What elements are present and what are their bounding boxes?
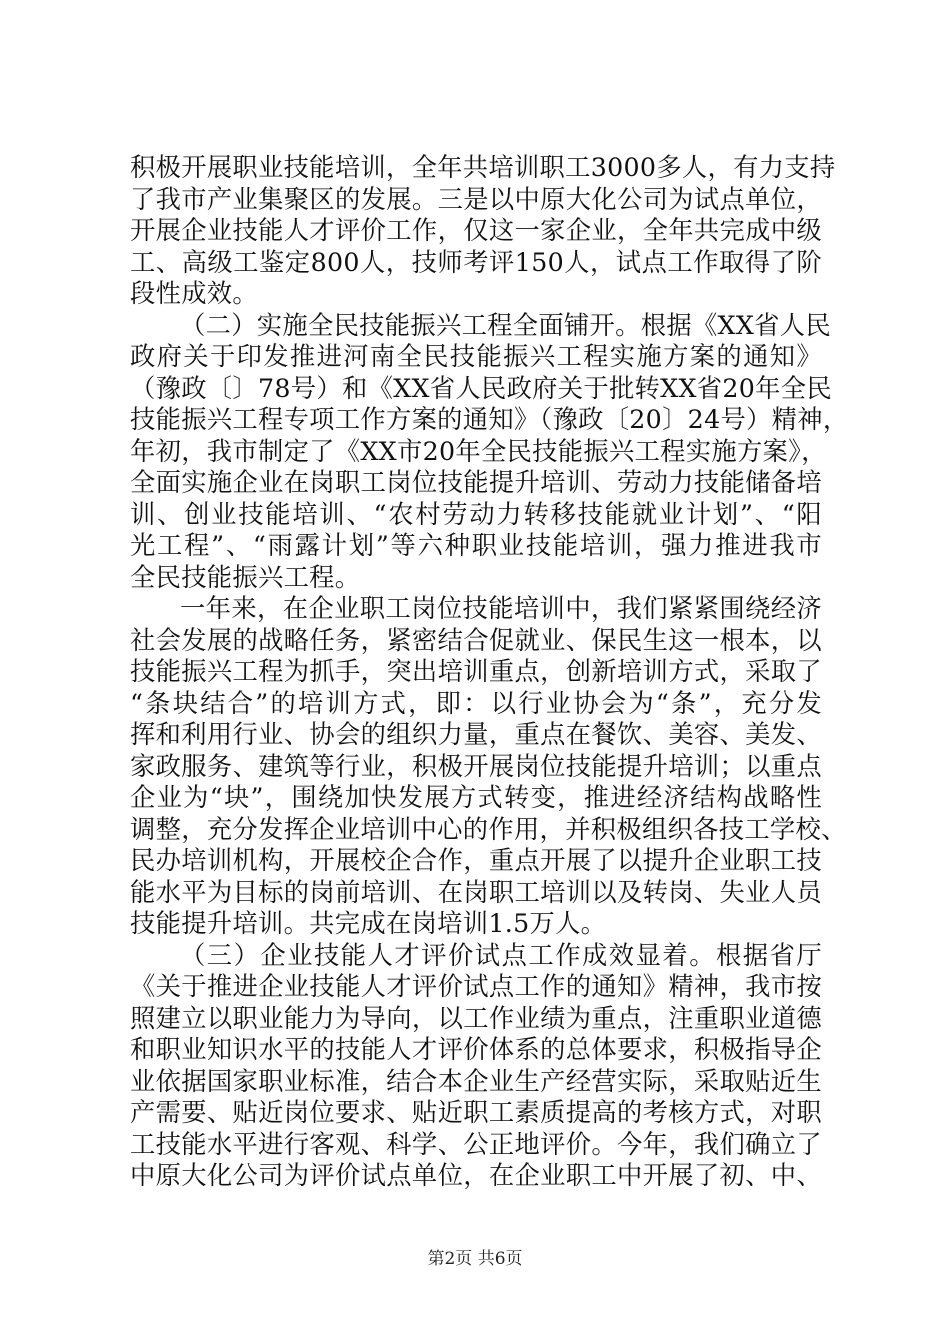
text-line: 调整，充分发挥企业培训中心的作用，并积极组织各技工学校、 (130, 814, 847, 844)
text-line: （二）实施全民技能振兴工程全面铺开。根据《XX省人民 (180, 310, 831, 340)
text-line: 工、高级工鉴定800人，技师考评150人，试点工作取得了阶 (130, 247, 822, 277)
text-line: 社会发展的战略任务，紧密结合促就业、保民生这一根本，以 (130, 625, 822, 655)
text-line: 挥和利用行业、协会的组织力量，重点在餐饮、美容、美发、 (130, 720, 822, 749)
text-line: 政府关于印发推进河南全民技能振兴工程实施方案的通知》 (130, 342, 822, 371)
text-line: 技能振兴工程专项工作方案的通知》（豫政〔20〕24号）精神， (130, 405, 849, 434)
text-line: 工技能水平进行客观、科学、公正地评价。今年，我们确立了 (130, 1129, 822, 1159)
text-line: （三）企业技能人才评价试点工作成效显着。根据省厅 (180, 940, 822, 970)
text-line: 年初，我市制定了《XX市20年全民技能振兴工程实施方案》， (130, 436, 827, 466)
text-line: 产需要、贴近岗位要求、贴近职工素质提高的考核方式，对职 (130, 1098, 822, 1127)
text-line: 照建立以职业能力为导向，以工作业绩为重点，注重职业道德 (130, 1003, 822, 1033)
text-line: 全民技能振兴工程。 (130, 562, 361, 592)
text-line: 训、创业技能培训、“农村劳动力转移技能就业计划”、“阳 (130, 499, 822, 529)
text-line: 和职业知识水平的技能人才评价体系的总体要求，积极指导企 (130, 1035, 822, 1064)
text-line: 《关于推进企业技能人才评价试点工作的通知》精神，我市按 (130, 972, 822, 1001)
text-line: 业依据国家职业标准，结合本企业生产经营实际，采取贴近生 (130, 1066, 822, 1096)
text-line: 开展企业技能人才评价工作，仅这一家企业，全年共完成中级 (130, 216, 822, 245)
text-line: 段性成效。 (130, 279, 258, 308)
text-line: 民办培训机构，开展校企合作，重点开展了以提升企业职工技 (130, 846, 822, 875)
text-line: 能水平为目标的岗前培训、在岗职工培训以及转岗、失业人员 (130, 877, 822, 907)
page-footer: 第2页 共6页 (427, 1249, 523, 1269)
text-line: （豫政〔〕78号）和《XX省人民政府关于批转XX省20年全民 (130, 373, 832, 403)
text-line: 技能振兴工程为抓手，突出培训重点，创新培训方式，采取了 (130, 657, 822, 686)
text-line: 企业为“块”，围绕加快发展方式转变，推进经济结构战略性 (130, 783, 822, 812)
text-line: 中原大化公司为评价试点单位，在企业职工中开展了初、中、 (130, 1161, 822, 1190)
document-body (130, 152, 849, 1192)
text-line: 了我市产业集聚区的发展。三是以中原大化公司为试点单位， (130, 184, 822, 214)
text-line: 全面实施企业在岗职工岗位技能提升培训、劳动力技能储备培 (130, 468, 822, 497)
text-line: “条块结合”的培训方式，即：以行业协会为“条”，充分发 (130, 688, 822, 718)
text-line: 一年来，在企业职工岗位技能培训中，我们紧紧围绕经济 (180, 594, 822, 623)
text-line: 家政服务、建筑等行业，积极开展岗位技能提升培训；以重点 (130, 751, 822, 781)
text-line: 光工程”、“雨露计划”等六种职业技能培训，强力推进我市 (130, 531, 822, 560)
text-line: 技能提升培训。共完成在岗培训1.5万人。 (130, 909, 607, 938)
text-line: 积极开展职业技能培训，全年共培训职工3000多人，有力支持 (130, 153, 836, 182)
